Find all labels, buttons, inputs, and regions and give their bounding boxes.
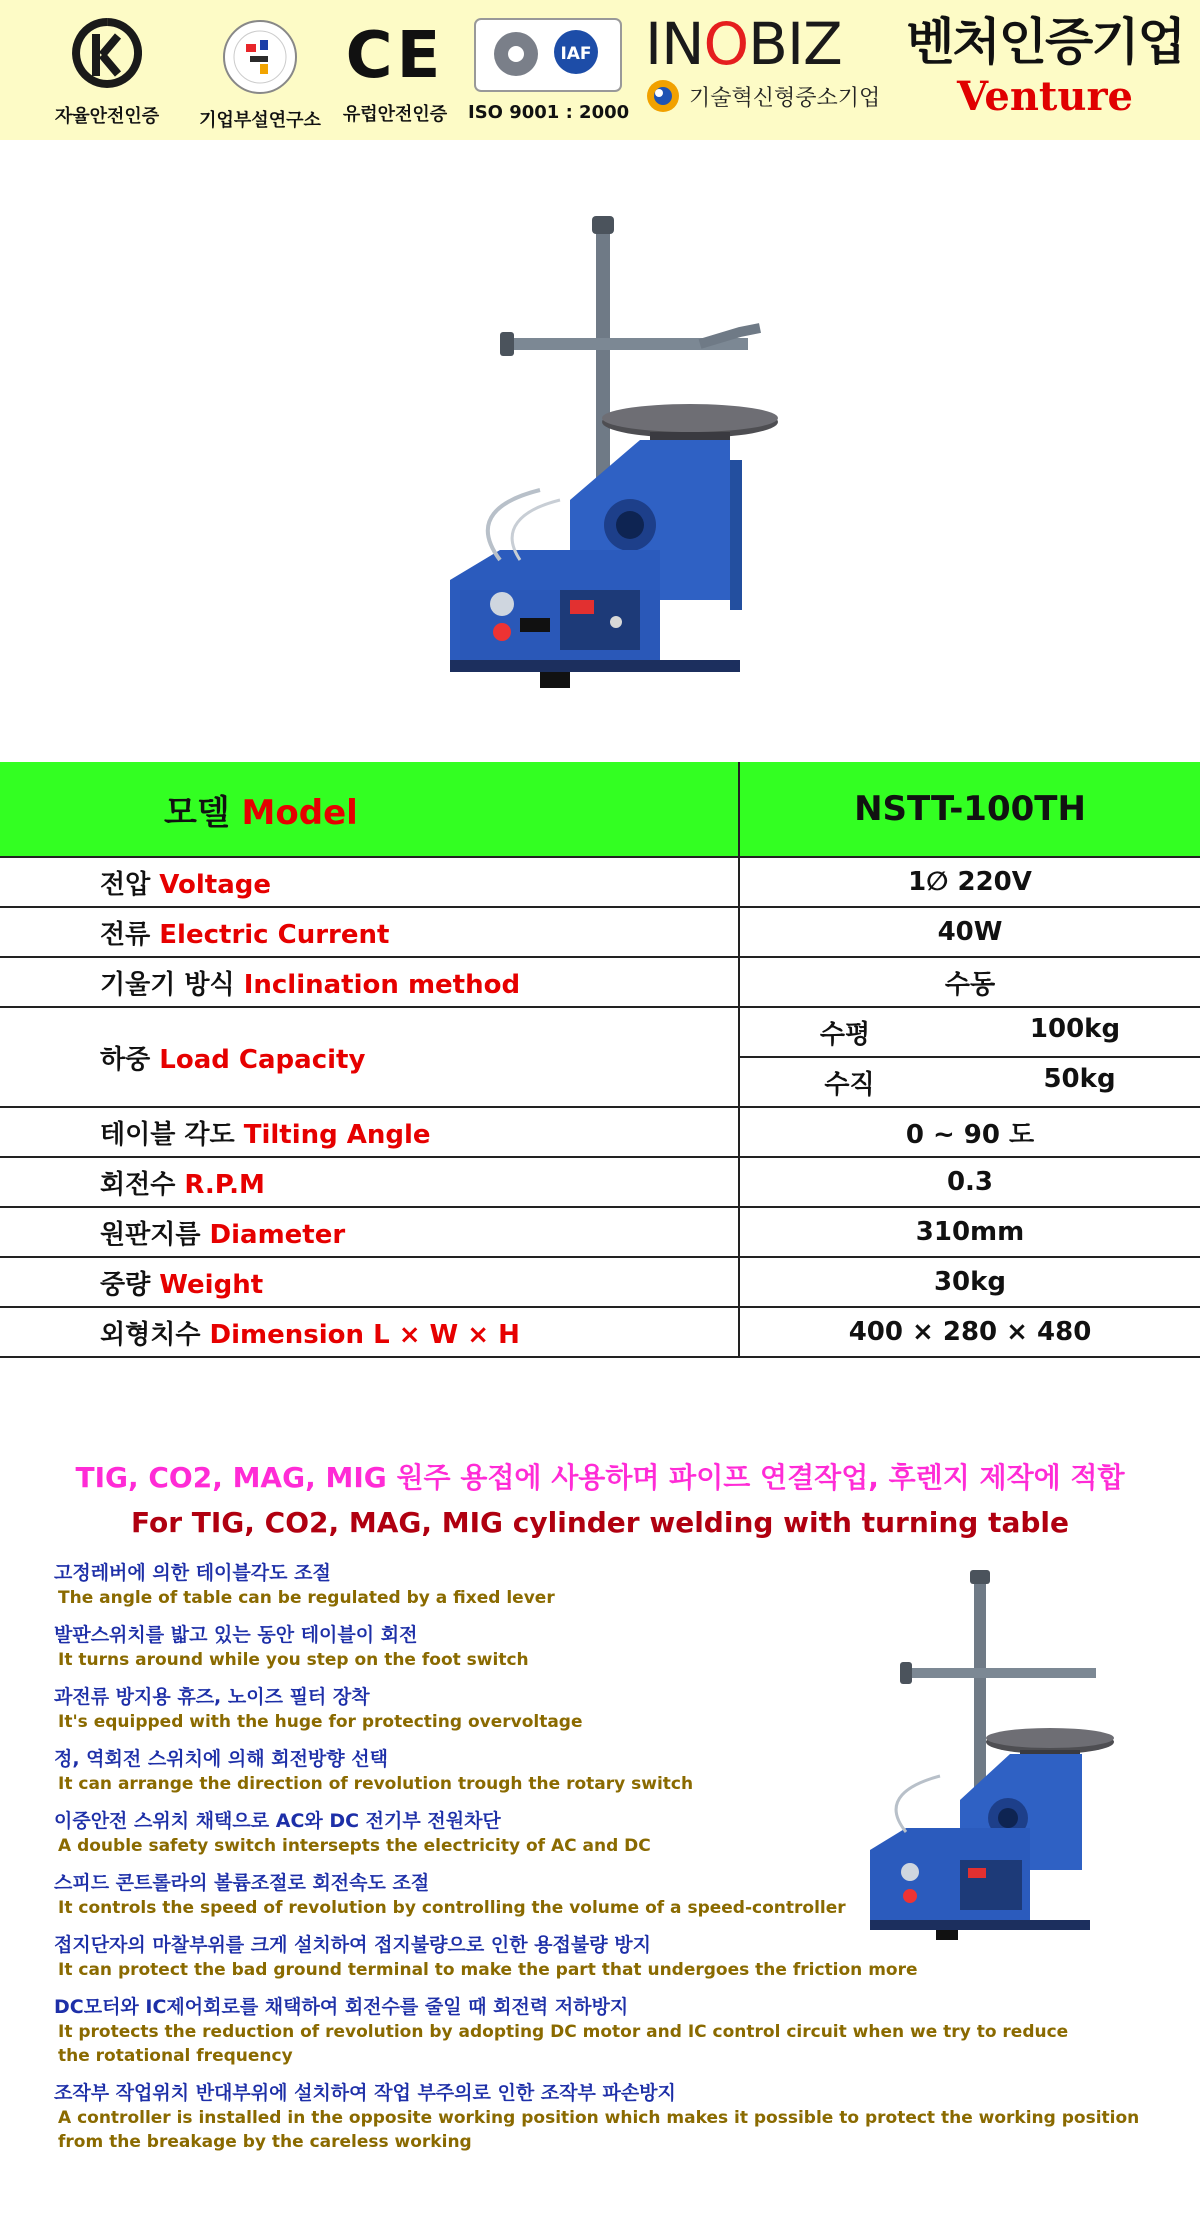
kc-certification <box>42 18 172 128</box>
innobiz-logo-icon <box>645 78 681 114</box>
spec-row-load-horizontal: 하중 Load Capacity 수평 100kg <box>0 1007 1200 1057</box>
product-photo <box>0 200 1200 720</box>
feature-item: 조작부 작업위치 반대부위에 설치하여 작업 부주의로 인한 조작부 파손방지 A controller is installed in the opposite working position which makes it possible to protect the working position from the breakage by the careless working <box>54 2082 1140 2152</box>
venture-korean-label: 벤처인증기업 <box>906 13 1184 71</box>
spec-table <box>0 762 1200 1358</box>
innobiz-certification <box>645 12 885 114</box>
venture-certification <box>900 12 1190 122</box>
innobiz-wordmark: INOBIZ <box>645 10 842 78</box>
innobiz-subtitle: 기술혁신형중소기업 <box>645 78 885 114</box>
spec-row-dimension: 외형치수 Dimension L × W × H 400 × 280 × 480 <box>0 1307 1200 1357</box>
certification-bar <box>0 0 1200 140</box>
venture-english-label: Venture <box>957 73 1133 120</box>
feature-item: 스피드 콘트롤라의 볼륨조절로 회전속도 조절 It controls the speed of revolution by controlling the volume of a speed-controller <box>54 1872 846 1918</box>
feature-item: 과전류 방지용 휴즈, 노이즈 필터 장착 It's equipped with the huge for protecting overvoltage <box>54 1686 583 1732</box>
kc-mark-icon <box>72 18 142 92</box>
lab-caption: 기업부설연구소 <box>199 110 321 131</box>
feature-item: 고정레버에 의한 테이블각도 조절 The angle of table can be regulated by a fixed lever <box>54 1562 555 1608</box>
spec-row-tilting-angle: 테이블 각도 Tilting Angle 0 ~ 90 도 <box>0 1107 1200 1157</box>
feature-item: 이중안전 스위치 채택으로 AC와 DC 전기부 전원차단 A double safety switch intersepts the electricity of AC and DC <box>54 1810 651 1856</box>
ce-mark-icon: CE <box>345 19 445 93</box>
iso-badge-icon <box>474 18 622 92</box>
ce-caption: 유럽안전인증 <box>342 104 448 125</box>
usage-headline-korean: TIG, CO2, MAG, MIG 원주 용접에 사용하며 파이프 연결작업, 후렌지 제작에 적합 <box>75 1461 1125 1494</box>
iso-caption: ISO 9001 : 2000 <box>468 102 630 123</box>
feature-item: DC모터와 IC제어회로를 채택하여 회전수를 줄일 때 회전력 저하방지 It protects the reduction of revolution by adopting DC motor and IC control circuit when we try to reduce the rotational frequency <box>54 1996 1069 2066</box>
spec-header-row <box>0 762 1200 857</box>
spec-row-inclination: 기울기 방식 Inclination method 수동 <box>0 957 1200 1007</box>
model-label-cell: 모델 Model <box>0 762 739 857</box>
model-value-cell: NSTT-100TH <box>739 762 1200 857</box>
ce-certification <box>330 18 460 126</box>
usage-headline-english: For TIG, CO2, MAG, MIG cylinder welding with turning table <box>130 1506 1069 1539</box>
iso-badge-text: IAF <box>560 44 592 64</box>
research-lab-certification <box>190 18 330 132</box>
spec-row-weight: 중량 Weight 30kg <box>0 1257 1200 1307</box>
feature-item: 발판스위치를 밟고 있는 동안 테이블이 회전 It turns around while you step on the foot switch <box>54 1624 529 1670</box>
product-photo-small <box>850 1570 1150 1940</box>
research-lab-seal-icon <box>220 18 300 96</box>
spec-row-current: 전류 Electric Current 40W <box>0 907 1200 957</box>
kc-caption: 자율안전인증 <box>54 106 160 127</box>
spec-row-voltage: 전압 Voltage 1∅ 220V <box>0 857 1200 907</box>
spec-row-load-vertical: 수직 50kg <box>0 1057 1200 1107</box>
spec-row-diameter: 원판지름 Diameter 310mm <box>0 1207 1200 1257</box>
feature-item: 접지단자의 마찰부위를 크게 설치하여 접지불량으로 인한 용접불량 방지 It can protect the bad ground terminal to make the part that undergoes the friction more <box>54 1934 918 1980</box>
load-capacity-label: 하중 Load Capacity <box>0 1007 739 1107</box>
feature-item: 정, 역회전 스위치에 의해 회전방향 선택 It can arrange the direction of revolution trough the rotary switch <box>54 1748 694 1794</box>
iso-certification <box>468 18 628 123</box>
spec-row-rpm: 회전수 R.P.M 0.3 <box>0 1157 1200 1207</box>
